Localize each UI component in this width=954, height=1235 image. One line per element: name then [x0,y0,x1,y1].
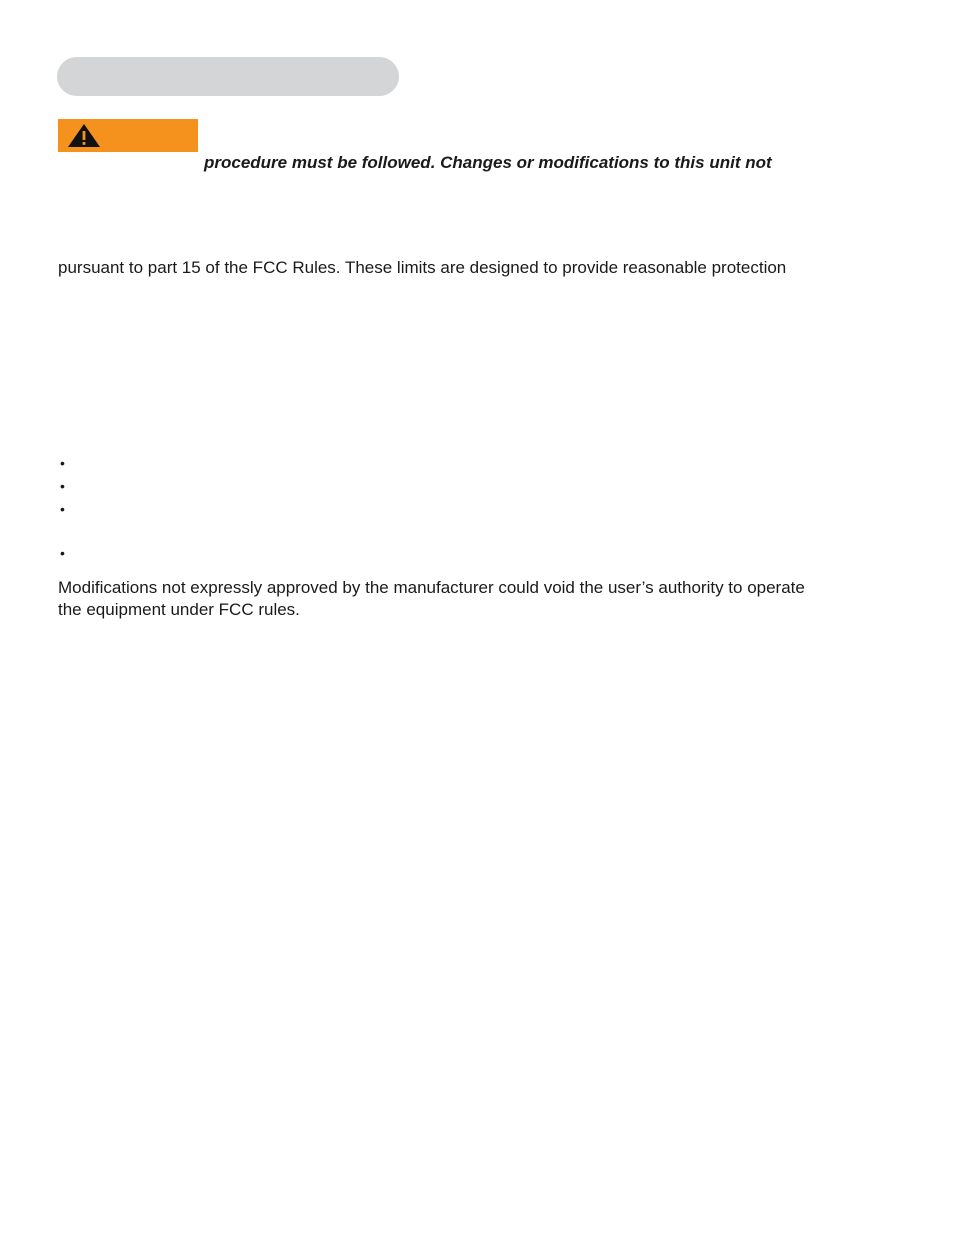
modifications-line: Modifications not expressly approved by the manufacturer could void the user’s authority to operate [58,578,805,597]
warning-triangle-icon [66,122,102,149]
list-item-bullet: • [60,478,65,494]
list-item-bullet: • [60,501,65,517]
modifications-paragraph [58,577,898,621]
warning-text: procedure must be followed. Changes or modifications to this unit not [204,153,772,172]
fcc-rules-text: pursuant to part 15 of the FCC Rules. These limits are designed to provide reasonable protection [58,258,787,277]
warning-tag [58,119,198,152]
list-item-bullet: • [60,545,65,561]
modifications-line: the equipment under FCC rules. [58,600,300,619]
list-item-bullet: • [60,455,65,471]
section-header-pill [57,57,399,96]
